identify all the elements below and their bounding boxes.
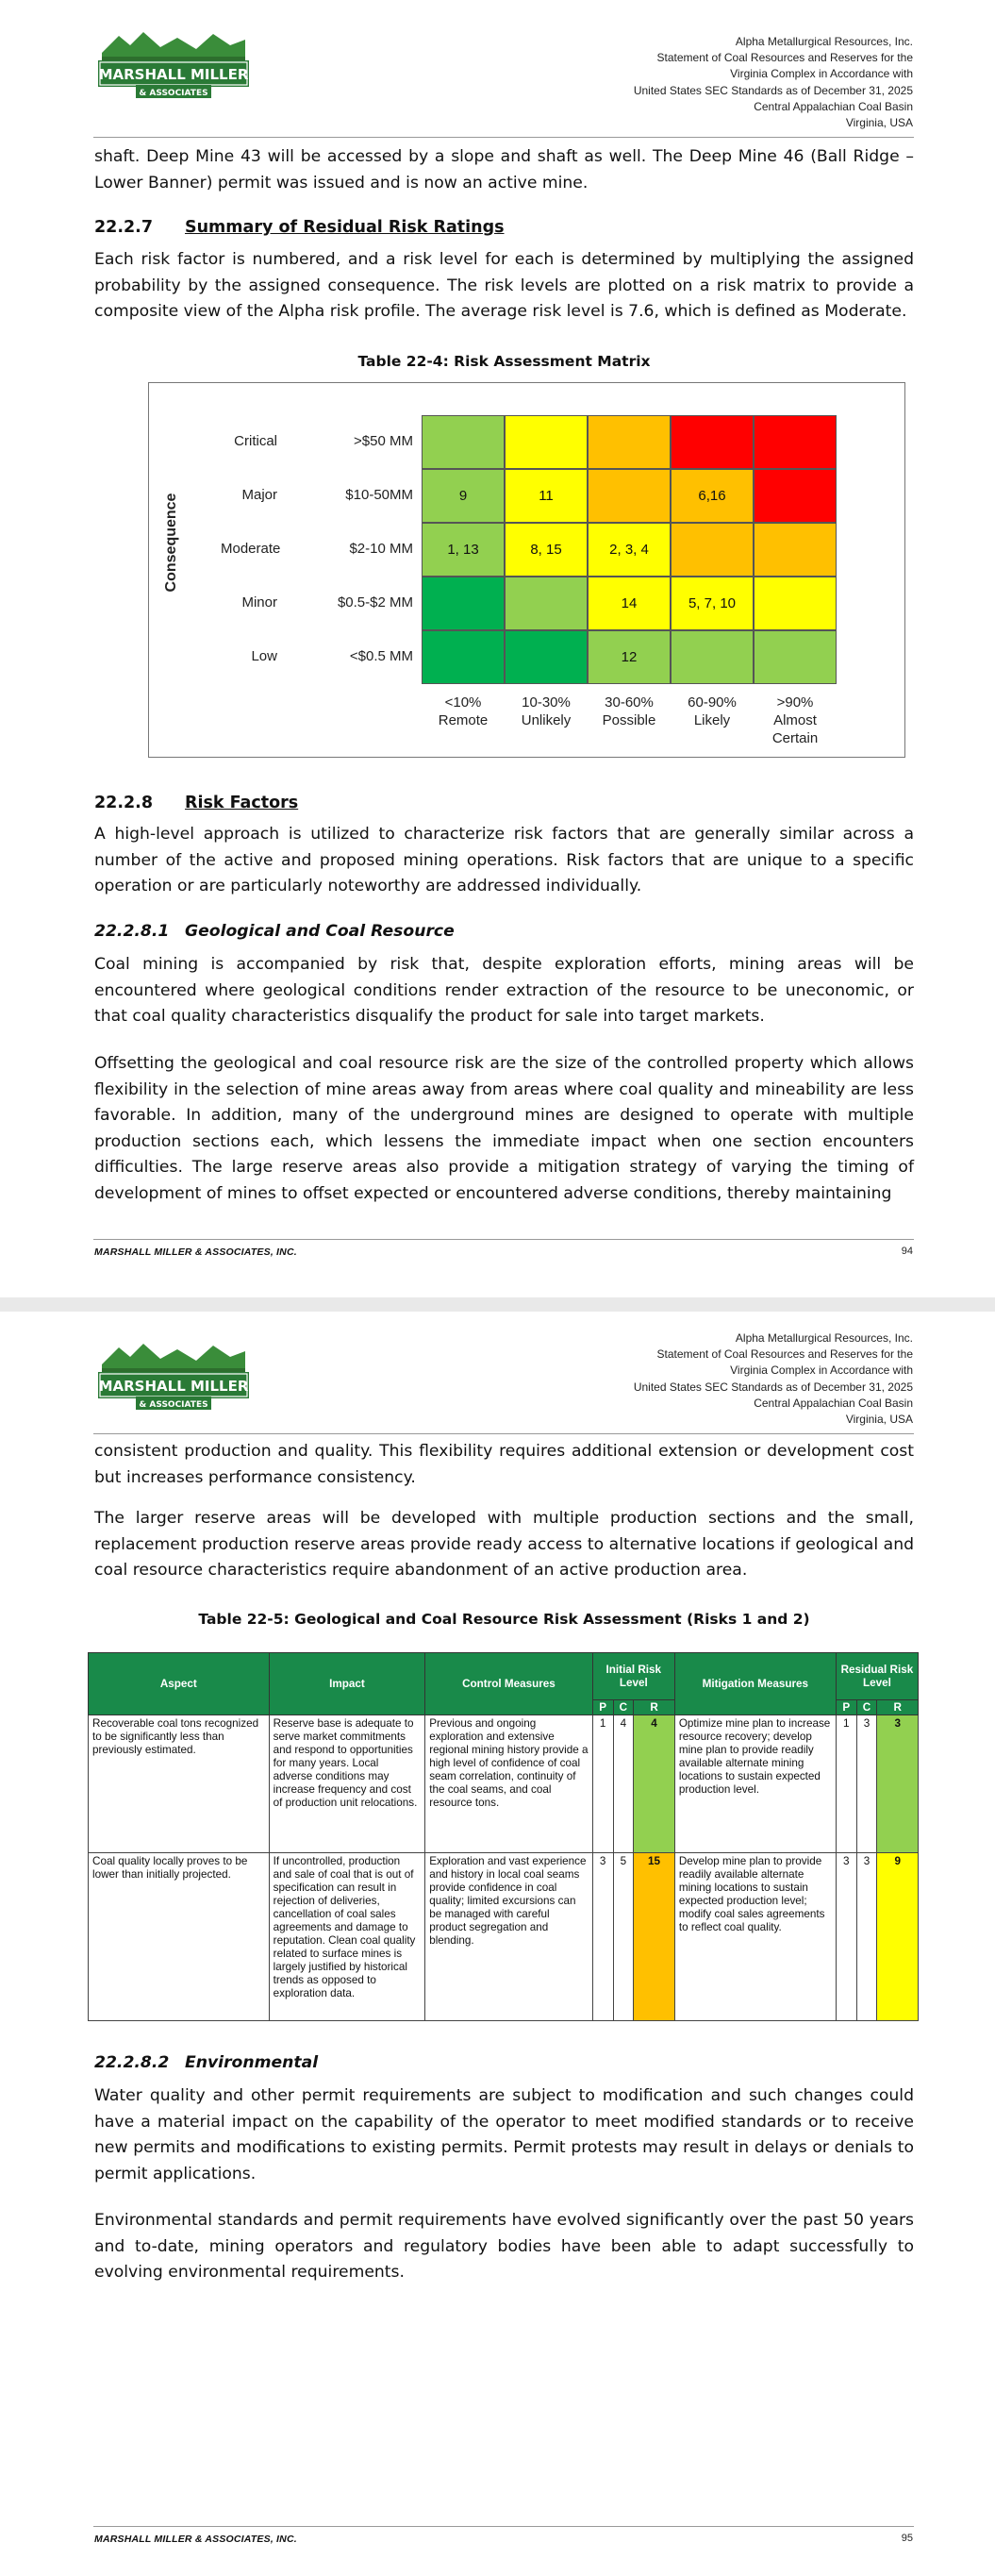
matrix-row-range: $10-50MM <box>345 487 413 503</box>
matrix-cell <box>588 415 671 469</box>
matrix-cell <box>422 577 505 630</box>
section-heading-22-2-7: 22.2.7 Summary of Residual Risk Ratings <box>94 218 505 237</box>
matrix-column-label: >90% Almost Certain <box>771 694 819 746</box>
matrix-column-label: 30-60% Possible <box>602 694 656 728</box>
paragraph-geological-1: Coal mining is accompanied by risk that, despite exploration efforts, mining areas will be encountered where geological conditions render extraction of the resource to be uneconomic, or that coal quality characteristics disqualify the product for sale into target markets. <box>94 955 914 1026</box>
paragraph-environmental-1: Water quality and other permit requirements are subject to modification and such changes could have a material impact on the capability of the operator to meet modified standards or to receive new permits and modifications to existing permits. Permit protests may result in delays or denials to permit applications. <box>94 2086 914 2183</box>
table-row: Coal quality locally proves to be lower than initially projected. If uncontrolled, production and sale of coal that is out of specification can result in rejection of deliveries, cancellation of coal sales agreements and damage to reputation. Clean coal quality related to surface mines is largely justified by historical trends as opposed to exploration data. Exploration and vast experience and history in local coal seams provide confidence in coal quality; limited excursions can be managed with careful product segregation and blending. 3 5 15 Develop mine plan to provide readily available alternate mining locations to sustain expected production level; modify coal sales agreements to reflect coal quality. 3 3 9 <box>89 1853 919 2021</box>
matrix-cell <box>754 630 837 684</box>
table-22-4-caption: Table 22-4: Risk Assessment Matrix <box>357 353 651 370</box>
matrix-row-label: Moderate <box>221 541 281 557</box>
svg-text:& ASSOCIATES: & ASSOCIATES <box>139 1400 208 1410</box>
footer-company: MARSHALL MILLER & ASSOCIATES, INC. <box>94 2534 297 2545</box>
matrix-cell <box>754 469 837 523</box>
initial-risk-value: 4 <box>634 1715 675 1853</box>
matrix-row-range: <$0.5 MM <box>349 648 413 664</box>
matrix-cell <box>505 630 588 684</box>
matrix-cell: 11 <box>505 469 588 523</box>
matrix-cell: 12 <box>588 630 671 684</box>
matrix-column-label: <10% Remote <box>438 694 489 728</box>
matrix-row-label: Major <box>241 487 277 503</box>
matrix-row-range: >$50 MM <box>354 433 413 449</box>
paragraph-risk-factors: A high-level approach is utilized to characterize risk factors that are generally similar across a number of the active and proposed mining operations. Risk factors that are unique to a specific operation or are particularly noteworthy are addressed individually. <box>94 825 914 895</box>
paragraph-environmental-2: Environmental standards and permit requirements have evolved significantly over the past 50 years and to-date, mining operators and regulatory bodies have been able to adapt successfully to evolving environmental requirements. <box>94 2211 914 2282</box>
section-heading-22-2-8-1: 22.2.8.1 Geological and Coal Resource <box>94 922 455 941</box>
header-control: Control Measures <box>425 1653 593 1715</box>
paragraph-continued: consistent production and quality. This flexibility requires additional extension or development cost but increases performance consistency. <box>94 1442 914 1487</box>
section-heading-22-2-8-2: 22.2.8.2 Environmental <box>94 2053 319 2072</box>
document-header: Alpha Metallurgical Resources, Inc. Statement of Coal Resources and Reserves for the Virginia Complex in Accordance with United States SEC Standards as of December 31, 2025 Central Appalachian Coal Basin Virginia, USA <box>633 1331 913 1427</box>
matrix-cell: 1, 13 <box>422 523 505 577</box>
matrix-cell <box>422 415 505 469</box>
header-divider <box>93 1433 914 1434</box>
matrix-cell <box>671 523 754 577</box>
svg-text:Consequence: Consequence <box>163 493 179 593</box>
page-number: 95 <box>901 2533 913 2544</box>
matrix-row-range: $0.5-$2 MM <box>337 594 413 611</box>
matrix-cell <box>422 630 505 684</box>
matrix-cell <box>671 415 754 469</box>
header-aspect: Aspect <box>89 1653 270 1715</box>
table-row: Recoverable coal tons recognized to be significantly less than previously estimated. Reserve base is adequate to serve market commitments and respond to opportunities for many years. Local adverse conditions may increase frequency and cost of production unit relocations. Previous and ongoing exploration and extensive regional mining history provide a high level of confidence of coal seam correlation, continuity of the coal seams, and coal resource tons. 1 4 4 Optimize mine plan to increase resource recovery; develop mine plan to provide readily available alternate mining locations to sustain expected production level. 1 3 3 <box>89 1715 919 1853</box>
matrix-cell: 14 <box>588 577 671 630</box>
matrix-column-label: 60-90% Likely <box>688 694 737 728</box>
company-logo <box>98 28 249 100</box>
page-number: 94 <box>901 1246 913 1257</box>
matrix-row-label: Critical <box>234 433 277 449</box>
residual-risk-value: 3 <box>877 1715 919 1853</box>
company-logo <box>98 1340 249 1412</box>
header-impact: Impact <box>269 1653 425 1715</box>
header-initial-risk: Initial Risk Level <box>592 1653 674 1700</box>
matrix-cell: 9 <box>422 469 505 523</box>
svg-text:MARSHALL MILLER: MARSHALL MILLER <box>98 66 249 83</box>
matrix-cell <box>671 630 754 684</box>
matrix-column-label: 10-30% Unlikely <box>521 694 572 728</box>
matrix-cell <box>754 577 837 630</box>
header-mitigation: Mitigation Measures <box>674 1653 836 1715</box>
footer-divider <box>93 1239 914 1240</box>
matrix-row-range: $2-10 MM <box>349 541 413 557</box>
matrix-row-label: Low <box>251 648 277 664</box>
header-divider <box>93 137 914 138</box>
paragraph-summary: Each risk factor is numbered, and a risk level for each is determined by multiplying the assigned probability by the assigned consequence. The risk levels are plotted on a risk matrix to provide a composite view of the Alpha risk profile. The average risk level is 7.6, which is defined as Moderate. <box>94 250 914 321</box>
initial-risk-value: 15 <box>634 1853 675 2021</box>
matrix-cell <box>505 415 588 469</box>
matrix-cell <box>754 415 837 469</box>
footer-divider <box>93 2526 914 2527</box>
svg-text:MARSHALL MILLER: MARSHALL MILLER <box>98 1378 249 1395</box>
paragraph-larger-reserves: The larger reserve areas will be developed with multiple production sections and the small, replacement production reserve areas provide ready access to alternative locations if geological and coal resource characteristics require abandonment of an active production area. <box>94 1509 914 1580</box>
header-residual-risk: Residual Risk Level <box>836 1653 918 1700</box>
svg-text:& ASSOCIATES: & ASSOCIATES <box>139 89 208 98</box>
matrix-cell <box>505 577 588 630</box>
matrix-cell: 5, 7, 10 <box>671 577 754 630</box>
consequence-axis-label <box>148 491 195 594</box>
matrix-cell: 8, 15 <box>505 523 588 577</box>
paragraph-intro: shaft. Deep Mine 43 will be accessed by a slope and shaft as well. The Deep Mine 46 (Ball Ridge – Lower Banner) permit was issued and is now an active mine. <box>94 147 914 192</box>
matrix-cell <box>588 469 671 523</box>
matrix-row-label: Minor <box>241 594 277 611</box>
footer-company: MARSHALL MILLER & ASSOCIATES, INC. <box>94 1246 297 1258</box>
section-heading-22-2-8: 22.2.8 Risk Factors <box>94 794 299 812</box>
table-22-5-caption: Table 22-5: Geological and Coal Resource Risk Assessment (Risks 1 and 2) <box>198 1611 810 1628</box>
residual-risk-value: 9 <box>877 1853 919 2021</box>
document-header: Alpha Metallurgical Resources, Inc. Statement of Coal Resources and Reserves for the Virginia Complex in Accordance with United States SEC Standards as of December 31, 2025 Central Appalachian Coal Basin Virginia, USA <box>633 35 913 130</box>
matrix-cell: 2, 3, 4 <box>588 523 671 577</box>
paragraph-geological-2: Offsetting the geological and coal resource risk are the size of the controlled property which allows flexibility in the selection of mine areas away from areas where coal quality and mineability are less favorable. In addition, many of the underground mines are designed to operate with multiple production sections each, which lessens the immediate impact when one section encounters difficulties. The large reserve areas also provide a mitigation strategy of varying the timing of development of mines to offset expected or encountered adverse conditions, thereby maintaining <box>94 1054 914 1203</box>
geological-risk-table: Aspect Impact Control Measures Initial Risk Level Mitigation Measures Residual Risk Level P C R P C R Recoverable coal tons recognized to be significantly less than previously estimated. Reserve base is adequate to serve market commitments and respond to opportunities for many years. Local adverse conditions may increase frequency and cost of production unit relocations. Previous and ongoing exploration and extensive regional mining history provide a high level of confidence of coal seam correlation, continuity of the coal seams, and coal resource tons. 1 4 4 Optimize mine plan to increase resource recovery; develop mine plan to provide readily available alternate mining locations to sustain expected production level. 1 3 3 Coal quality locally proves to be lower than initially projected. If uncontrolled, production and sale of coal that is out of specification can result in rejection of deliveries, cancellation of coal sales agreements and damage to reputation. Clean coal quality related to surface mines is largely justified by historical trends as opposed to exploration data. Exploration and vast experience and history in local coal seams provide confidence in coal quality; limited excursions can be managed with careful product segregation and blending. 3 5 15 Develop mine plan to provide readily available alternate mining locations to sustain expected production level; modify coal sales agreements to reflect coal quality. 3 3 9 <box>88 1652 919 2021</box>
matrix-cell <box>754 523 837 577</box>
matrix-cell: 6,16 <box>671 469 754 523</box>
